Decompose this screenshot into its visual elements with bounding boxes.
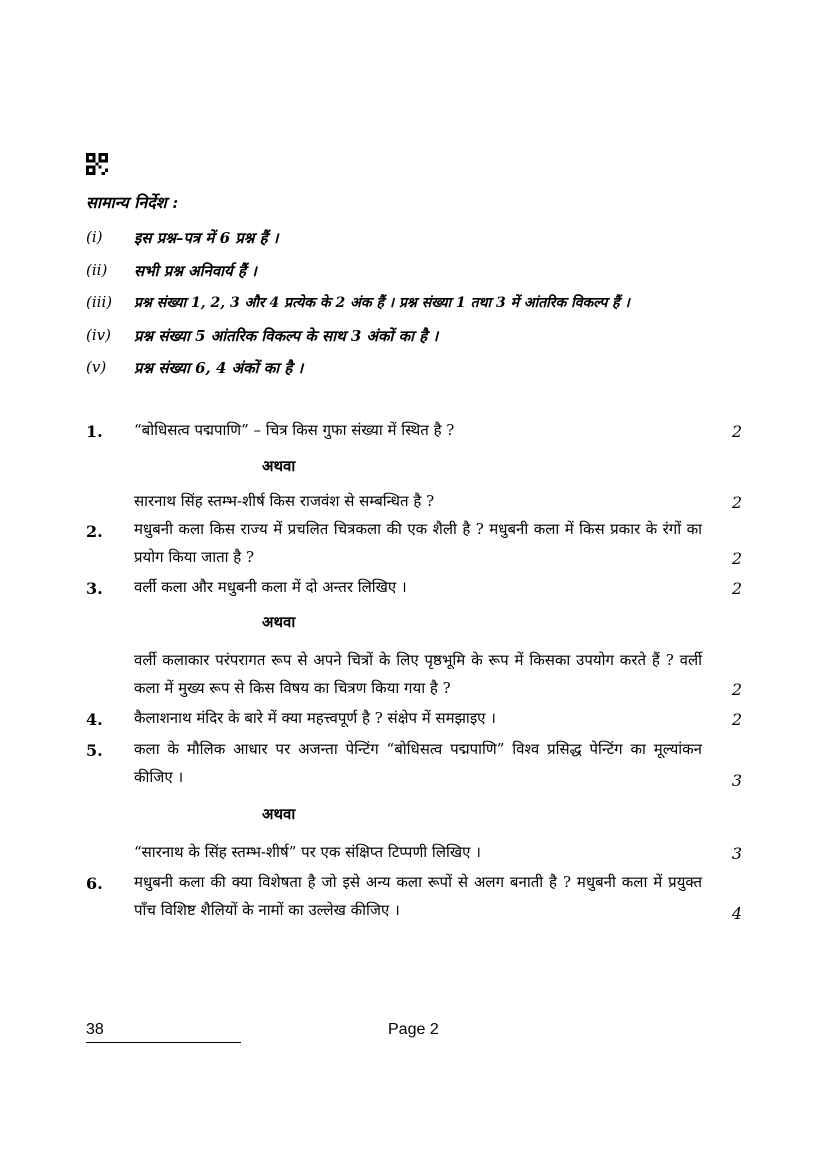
or-label: अथवा bbox=[262, 457, 296, 475]
or-label: अथवा bbox=[262, 613, 296, 631]
instruction-text: प्रश्न संख्या 1, 2, 3 और 4 प्रत्येक के 2 अंक हैं । प्रश्न संख्या 1 तथा 3 में आंतरिक विकल्प हैं । bbox=[134, 295, 630, 311]
question-marks: 4 bbox=[731, 904, 742, 923]
instruction-number: (v) bbox=[86, 358, 107, 376]
question-marks: 3 bbox=[731, 844, 742, 863]
instruction-number: (iv) bbox=[86, 326, 111, 344]
footer-divider bbox=[86, 1042, 241, 1043]
instruction-number: (i) bbox=[86, 228, 103, 246]
instruction-text: इस प्रश्न–पत्र में 6 प्रश्न हैं । bbox=[134, 229, 279, 247]
alternative-question-text: “सारनाथ के सिंह स्तम्भ-शीर्ष” पर एक संक्षिप्त टिप्पणी लिखिए । bbox=[134, 843, 481, 861]
qr-code-icon bbox=[86, 153, 108, 175]
general-instructions-title: सामान्य निर्देश : bbox=[86, 193, 179, 212]
question-marks: 2 bbox=[731, 493, 742, 512]
or-label: अथवा bbox=[262, 805, 296, 823]
question-marks: 3 bbox=[731, 771, 742, 790]
alternative-question-text: वर्ली कलाकार परंपरागत रूप से अपने चित्रों के लिए पृष्ठभूमि के रूप में किसका उपयोग करते हैं ? वर्ली कला में मुख्य रूप से किस विषय का चित्रण किया गया है ? bbox=[134, 651, 702, 697]
question-number: 5. bbox=[86, 741, 103, 760]
instruction-text: प्रश्न संख्या 6, 4 अंकों का है । bbox=[134, 359, 304, 377]
question-text: वर्ली कला और मधुबनी कला में दो अन्तर लिखिए । bbox=[134, 578, 407, 596]
instruction-number: (iii) bbox=[86, 293, 113, 311]
question-number: 2. bbox=[86, 522, 103, 541]
question-number: 3. bbox=[86, 579, 103, 598]
question-number: 1. bbox=[86, 422, 103, 441]
question-marks: 2 bbox=[731, 579, 742, 598]
question-marks: 2 bbox=[731, 549, 742, 568]
question-text: मधुबनी कला किस राज्य में प्रचलित चित्रकला की एक शैली है ? मधुबनी कला में किस प्रकार के रंगों का प्रयोग किया जाता है ? bbox=[134, 520, 702, 566]
question-text: कैलाशनाथ मंदिर के बारे में क्या महत्त्वपूर्ण है ? संक्षेप में समझाइए । bbox=[134, 709, 496, 727]
question-text: “बोधिसत्व पद्मपाणि” – चित्र किस गुफा संख्या में स्थित है ? bbox=[134, 421, 455, 439]
page-number: Page 2 bbox=[388, 1021, 439, 1038]
alternative-question-text: सारनाथ सिंह स्तम्भ-शीर्ष किस राजवंश से सम्बन्धित है ? bbox=[134, 492, 435, 510]
question-number: 4. bbox=[86, 710, 103, 729]
paper-code: 38 bbox=[86, 1021, 104, 1038]
question-text: कला के मौलिक आधार पर अजन्ता पेन्टिंग “बोधिसत्व पद्मपाणि” विश्व प्रसिद्ध पेन्टिंग का मूल्यांकन कीजिए । bbox=[134, 740, 702, 786]
question-marks: 2 bbox=[731, 710, 742, 729]
question-marks: 2 bbox=[731, 680, 742, 699]
question-number: 6. bbox=[86, 874, 103, 893]
question-text: मधुबनी कला की क्या विशेषता है जो इसे अन्य कला रूपों से अलग बनाती है ? मधुबनी कला में प्रयुक्त पाँच विशिष्ट शैलियों के नामों का उल्लेख कीजिए । bbox=[134, 873, 702, 919]
instruction-number: (ii) bbox=[86, 261, 108, 279]
question-marks: 2 bbox=[731, 422, 742, 441]
instruction-text: सभी प्रश्न अनिवार्य हैं । bbox=[134, 262, 257, 280]
instruction-text: प्रश्न संख्या 5 आंतरिक विकल्प के साथ 3 अंकों का है । bbox=[134, 327, 439, 345]
